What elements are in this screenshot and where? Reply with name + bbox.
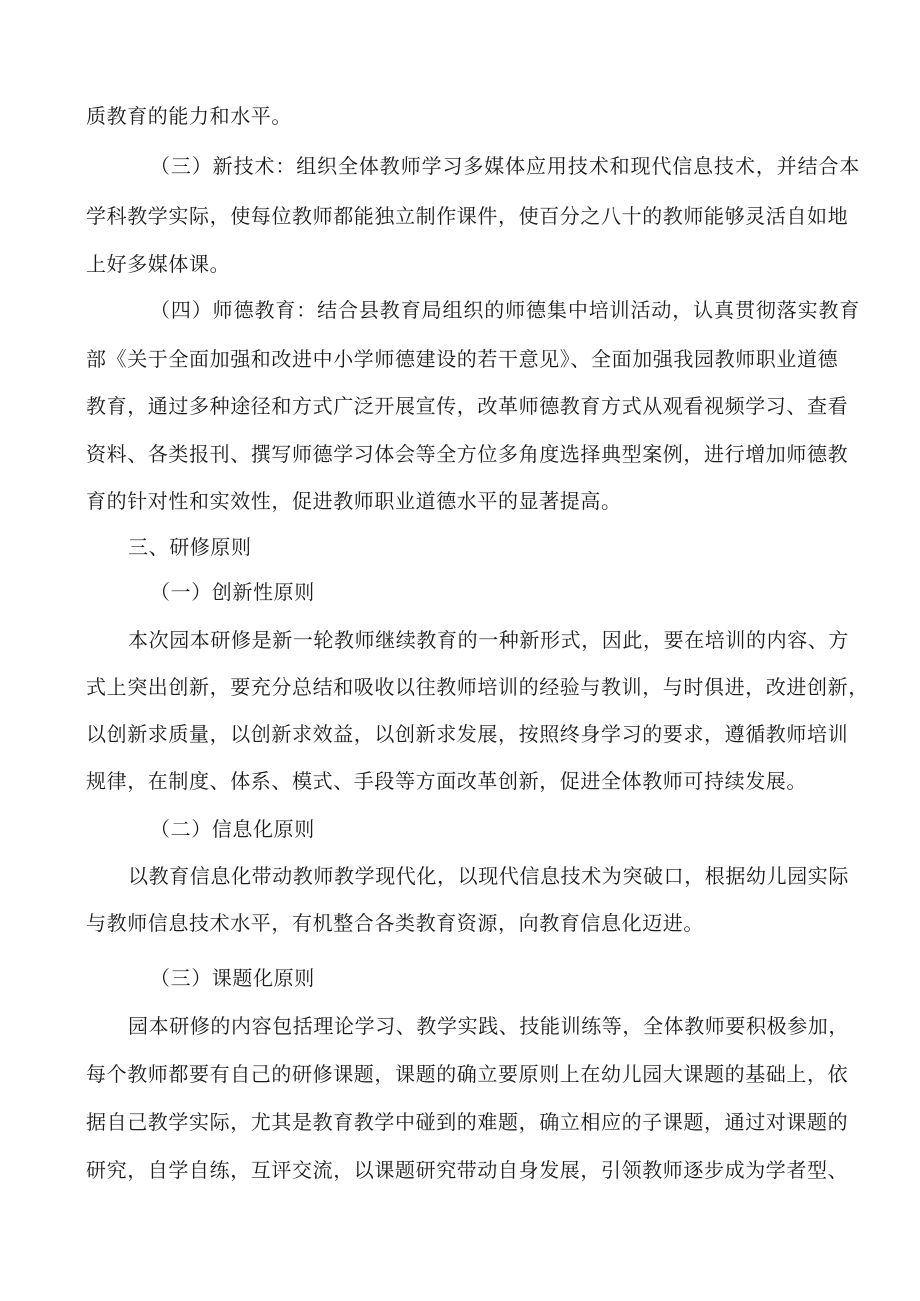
paragraph-line: 每个教师都要有自己的研修课题，课题的确立要原则上在幼儿园大课题的基础上，依 bbox=[86, 1062, 849, 1086]
paragraph-line: 规律，在制度、体系、模式、手段等方面改革创新，促进全体教师可持续发展。 bbox=[86, 769, 807, 793]
paragraph-line: （四）师德教育：结合县教育局组织的师德集中培训活动，认真贯彻落实教育 bbox=[150, 298, 860, 322]
paragraph-line: 园本研修的内容包括理论学习、教学实践、技能训练等，全体教师要积极参加， bbox=[128, 1014, 849, 1038]
paragraph-line: 教育，通过多种途径和方式广泛开展宣传，改革师德教育方式从观看视频学习、查看 bbox=[86, 394, 849, 418]
subsection-heading: （三）课题化原则 bbox=[150, 966, 315, 990]
paragraph-line: 据自己教学实际，尤其是教育教学中碰到的难题，确立相应的子课题，通过对课题的 bbox=[86, 1110, 849, 1134]
paragraph-line: 以教育信息化带动教师教学现代化，以现代信息技术为突破口，根据幼儿园实际 bbox=[128, 864, 849, 888]
paragraph-line: 式上突出创新，要充分总结和吸收以往教师培训的经验与教训，与时俱进，改进创新， bbox=[86, 675, 869, 699]
paragraph-line: 上好多媒体课。 bbox=[86, 252, 231, 276]
subsection-heading: （二）信息化原则 bbox=[150, 817, 315, 841]
paragraph-line: 部《关于全面加强和改进中小学师德建设的若干意见》、全面加强我园教师职业道德 bbox=[86, 347, 839, 371]
paragraph-line: 资料、各类报刊、撰写师德学习体会等全方位多角度选择典型案例，进行增加师德教 bbox=[86, 442, 849, 466]
paragraph-line: 育的针对性和实效性，促进教师职业道德水平的显著提高。 bbox=[86, 489, 622, 513]
subsection-heading: （一）创新性原则 bbox=[150, 580, 315, 604]
paragraph-line: 学科教学实际，使每位教师都能独立制作课件，使百分之八十的教师能够灵活自如地 bbox=[86, 204, 849, 228]
paragraph-line: （三）新技术：组织全体教师学习多媒体应用技术和现代信息技术，并结合本 bbox=[150, 154, 860, 178]
paragraph-line: 与教师信息技术水平，有机整合各类教育资源，向教育信息化迈进。 bbox=[86, 911, 704, 935]
paragraph-line: 研究，自学自练，互评交流，以课题研究带动自身发展，引领教师逐步成为学者型、 bbox=[86, 1158, 849, 1182]
paragraph-line: 以创新求质量，以创新求效益，以创新求发展，按照终身学习的要求，遵循教师培训 bbox=[86, 722, 849, 746]
paragraph-line: 本次园本研修是新一轮教师继续教育的一种新形式，因此，要在培训的内容、方 bbox=[128, 628, 849, 652]
paragraph-line: 质教育的能力和水平。 bbox=[86, 104, 292, 128]
section-heading: 三、研修原则 bbox=[128, 535, 252, 559]
